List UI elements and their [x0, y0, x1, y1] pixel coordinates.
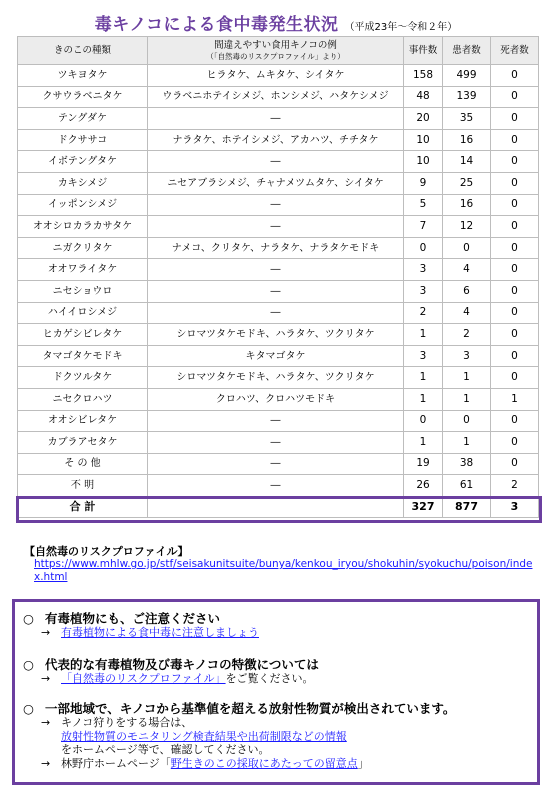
table-row	[18, 216, 539, 238]
notice-3-forestry-link[interactable]: 野生きのこの採取にあたっての留意点	[170, 756, 358, 770]
total-cases: 327	[404, 496, 443, 517]
table-row	[18, 86, 539, 108]
row-examples: クロハツ、クロハツモドキ	[148, 388, 404, 410]
notice-3-line3-pre: 林野庁ホームページ「	[61, 756, 171, 770]
table-row	[18, 453, 539, 475]
row-patients: 16	[443, 194, 491, 216]
bullet-icon: ○	[23, 657, 34, 672]
bullet-icon: ○	[23, 701, 34, 716]
row-name: そ の 他	[18, 453, 148, 475]
row-cases: 7	[404, 216, 443, 238]
period-label: （平成23年～令和２年）	[344, 22, 458, 33]
table-row	[18, 367, 539, 389]
row-examples: ―	[148, 432, 404, 454]
notice-3-line2: をホームページ等で、確認してください。	[61, 743, 270, 756]
row-deaths: 0	[491, 86, 539, 108]
row-examples: ナメコ、クリタケ、ナラタケ、ナラタケモドキ	[148, 237, 404, 259]
row-cases: 0	[404, 410, 443, 432]
row-deaths: 0	[491, 280, 539, 302]
row-examples: ウラベニホテイシメジ、ホンシメジ、ハタケシメジ	[148, 86, 404, 108]
total-label: 合 計	[18, 496, 148, 517]
notice-box	[12, 599, 540, 785]
header-name: きのこの種類	[18, 37, 148, 65]
row-patients: 14	[443, 151, 491, 173]
page-title: 毒キノコによる食中毒発生状況	[94, 15, 339, 35]
row-patients: 0	[443, 237, 491, 259]
row-deaths: 0	[491, 65, 539, 87]
row-name: 不 明	[18, 475, 148, 497]
table-row	[18, 194, 539, 216]
header-patients: 患者数	[443, 37, 491, 65]
row-patients: 61	[443, 475, 491, 497]
row-deaths: 0	[491, 151, 539, 173]
table-row	[18, 237, 539, 259]
notice-1-link[interactable]: 有毒植物による食中毒に注意しましょう	[61, 626, 259, 639]
row-patients: 139	[443, 86, 491, 108]
arrow-icon: →	[41, 626, 51, 639]
row-cases: 10	[404, 129, 443, 151]
row-examples: ―	[148, 410, 404, 432]
row-cases: 10	[404, 151, 443, 173]
row-cases: 20	[404, 108, 443, 130]
table-row	[18, 151, 539, 173]
row-deaths: 1	[491, 388, 539, 410]
row-deaths: 0	[491, 453, 539, 475]
table-row	[18, 324, 539, 346]
row-deaths: 0	[491, 216, 539, 238]
row-patients: 3	[443, 345, 491, 367]
row-examples: ―	[148, 302, 404, 324]
row-patients: 16	[443, 129, 491, 151]
table-row	[18, 129, 539, 151]
row-deaths: 0	[491, 259, 539, 281]
table-row	[18, 302, 539, 324]
row-patients: 38	[443, 453, 491, 475]
notice-2	[23, 658, 533, 686]
row-deaths: 0	[491, 194, 539, 216]
row-deaths: 0	[491, 129, 539, 151]
notice-3-line1: キノコ狩りをする場合は、	[61, 716, 193, 729]
table-row	[18, 259, 539, 281]
row-cases: 1	[404, 367, 443, 389]
header-examples	[148, 37, 404, 65]
row-name: ニセクロハツ	[18, 388, 148, 410]
row-patients: 1	[443, 367, 491, 389]
table-row	[18, 388, 539, 410]
row-deaths: 0	[491, 324, 539, 346]
row-cases: 26	[404, 475, 443, 497]
row-name: オオシロカラカサタケ	[18, 216, 148, 238]
bullet-icon: ○	[23, 611, 34, 626]
table-header-row	[18, 37, 539, 65]
title-row	[0, 10, 552, 35]
notice-3	[23, 702, 533, 770]
header-examples-label: 間違えやすい食用キノコの例	[214, 39, 337, 51]
row-name: ツキヨタケ	[18, 65, 148, 87]
reference-title: 【自然毒のリスクプロファイル】	[24, 545, 189, 558]
row-examples: ―	[148, 108, 404, 130]
row-examples: ―	[148, 259, 404, 281]
row-name: クサウラベニタケ	[18, 86, 148, 108]
row-cases: 19	[404, 453, 443, 475]
row-patients: 35	[443, 108, 491, 130]
row-deaths: 0	[491, 367, 539, 389]
table-row	[18, 410, 539, 432]
table-row	[18, 108, 539, 130]
table-row	[18, 475, 539, 497]
notice-1	[23, 612, 533, 640]
row-deaths: 0	[491, 108, 539, 130]
header-deaths: 死者数	[491, 37, 539, 65]
row-name: ヒカゲシビレタケ	[18, 324, 148, 346]
row-deaths: 2	[491, 475, 539, 497]
row-patients: 499	[443, 65, 491, 87]
arrow-icon: →	[41, 716, 51, 729]
row-patients: 25	[443, 172, 491, 194]
row-name: イボテングタケ	[18, 151, 148, 173]
row-deaths: 0	[491, 237, 539, 259]
notice-2-heading: 代表的な有毒植物及び毒キノコの特徴については	[45, 657, 319, 672]
row-cases: 48	[404, 86, 443, 108]
total-deaths: 3	[491, 496, 539, 517]
row-examples: ―	[148, 194, 404, 216]
row-cases: 3	[404, 259, 443, 281]
row-cases: 2	[404, 302, 443, 324]
row-name: ニガクリタケ	[18, 237, 148, 259]
row-name: ニセショウロ	[18, 280, 148, 302]
row-name: カブラアセタケ	[18, 432, 148, 454]
row-examples: シロマツタケモドキ、ハラタケ、ツクリタケ	[148, 324, 404, 346]
row-patients: 4	[443, 302, 491, 324]
row-examples: ―	[148, 216, 404, 238]
row-examples: ―	[148, 475, 404, 497]
total-row	[18, 496, 539, 517]
row-name: オオワライタケ	[18, 259, 148, 281]
row-examples: キタマゴタケ	[148, 345, 404, 367]
row-examples: ニセアブラシメジ、チャナメツムタケ、シイタケ	[148, 172, 404, 194]
row-name: オオシビレタケ	[18, 410, 148, 432]
row-name: テングダケ	[18, 108, 148, 130]
row-cases: 9	[404, 172, 443, 194]
row-name: ドクツルタケ	[18, 367, 148, 389]
row-cases: 1	[404, 324, 443, 346]
row-cases: 0	[404, 237, 443, 259]
table-row	[18, 345, 539, 367]
notice-1-heading: 有毒植物にも、ご注意ください	[45, 611, 221, 626]
total-examples	[148, 496, 404, 517]
poisoning-table	[17, 36, 539, 518]
header-cases: 事件数	[404, 37, 443, 65]
row-cases: 5	[404, 194, 443, 216]
notice-2-text: をご覧ください。	[225, 672, 314, 685]
arrow-icon: →	[41, 672, 51, 685]
row-patients: 12	[443, 216, 491, 238]
row-cases: 1	[404, 388, 443, 410]
row-name: ハイイロシメジ	[18, 302, 148, 324]
table-row	[18, 432, 539, 454]
row-cases: 1	[404, 432, 443, 454]
notice-2-link[interactable]: 「自然毒のリスクプロファイル」	[61, 672, 226, 685]
row-examples: ―	[148, 151, 404, 173]
notice-3-line3-post: 」	[357, 756, 369, 770]
row-examples: ヒラタケ、ムキタケ、シイタケ	[148, 65, 404, 87]
row-examples: ―	[148, 280, 404, 302]
row-cases: 3	[404, 280, 443, 302]
reference-link[interactable]: https://www.mhlw.go.jp/stf/seisakunitsuite/bunya/kenkou_iryou/shokuhin/syokuchu/poison/index.html	[34, 558, 533, 583]
table-body	[18, 65, 539, 497]
row-name: タマゴタケモドキ	[18, 345, 148, 367]
header-examples-sub: （「自然毒のリスクプロファイル」より）	[206, 51, 345, 61]
row-patients: 6	[443, 280, 491, 302]
row-deaths: 0	[491, 302, 539, 324]
row-patients: 4	[443, 259, 491, 281]
row-deaths: 0	[491, 410, 539, 432]
row-patients: 1	[443, 432, 491, 454]
row-patients: 2	[443, 324, 491, 346]
row-deaths: 0	[491, 345, 539, 367]
row-deaths: 0	[491, 432, 539, 454]
notice-3-heading: 一部地域で、キノコから基準値を超える放射性物質が検出されています。	[45, 701, 456, 716]
row-patients: 0	[443, 410, 491, 432]
row-deaths: 0	[491, 172, 539, 194]
arrow-icon: →	[41, 756, 51, 770]
row-patients: 1	[443, 388, 491, 410]
row-examples: ナラタケ、ホテイシメジ、アカハツ、チチタケ	[148, 129, 404, 151]
row-name: ドクササコ	[18, 129, 148, 151]
row-examples: ―	[148, 453, 404, 475]
row-name: カキシメジ	[18, 172, 148, 194]
row-name: イッポンシメジ	[18, 194, 148, 216]
table-row	[18, 172, 539, 194]
total-patients: 877	[443, 496, 491, 517]
row-cases: 3	[404, 345, 443, 367]
table-row	[18, 65, 539, 87]
row-cases: 158	[404, 65, 443, 87]
table-row	[18, 280, 539, 302]
reference-block	[24, 545, 534, 584]
notice-3-link[interactable]: 放射性物質のモニタリング検査結果や出荷制限などの情報	[61, 729, 347, 743]
row-examples: シロマツタケモドキ、ハラタケ、ツクリタケ	[148, 367, 404, 389]
